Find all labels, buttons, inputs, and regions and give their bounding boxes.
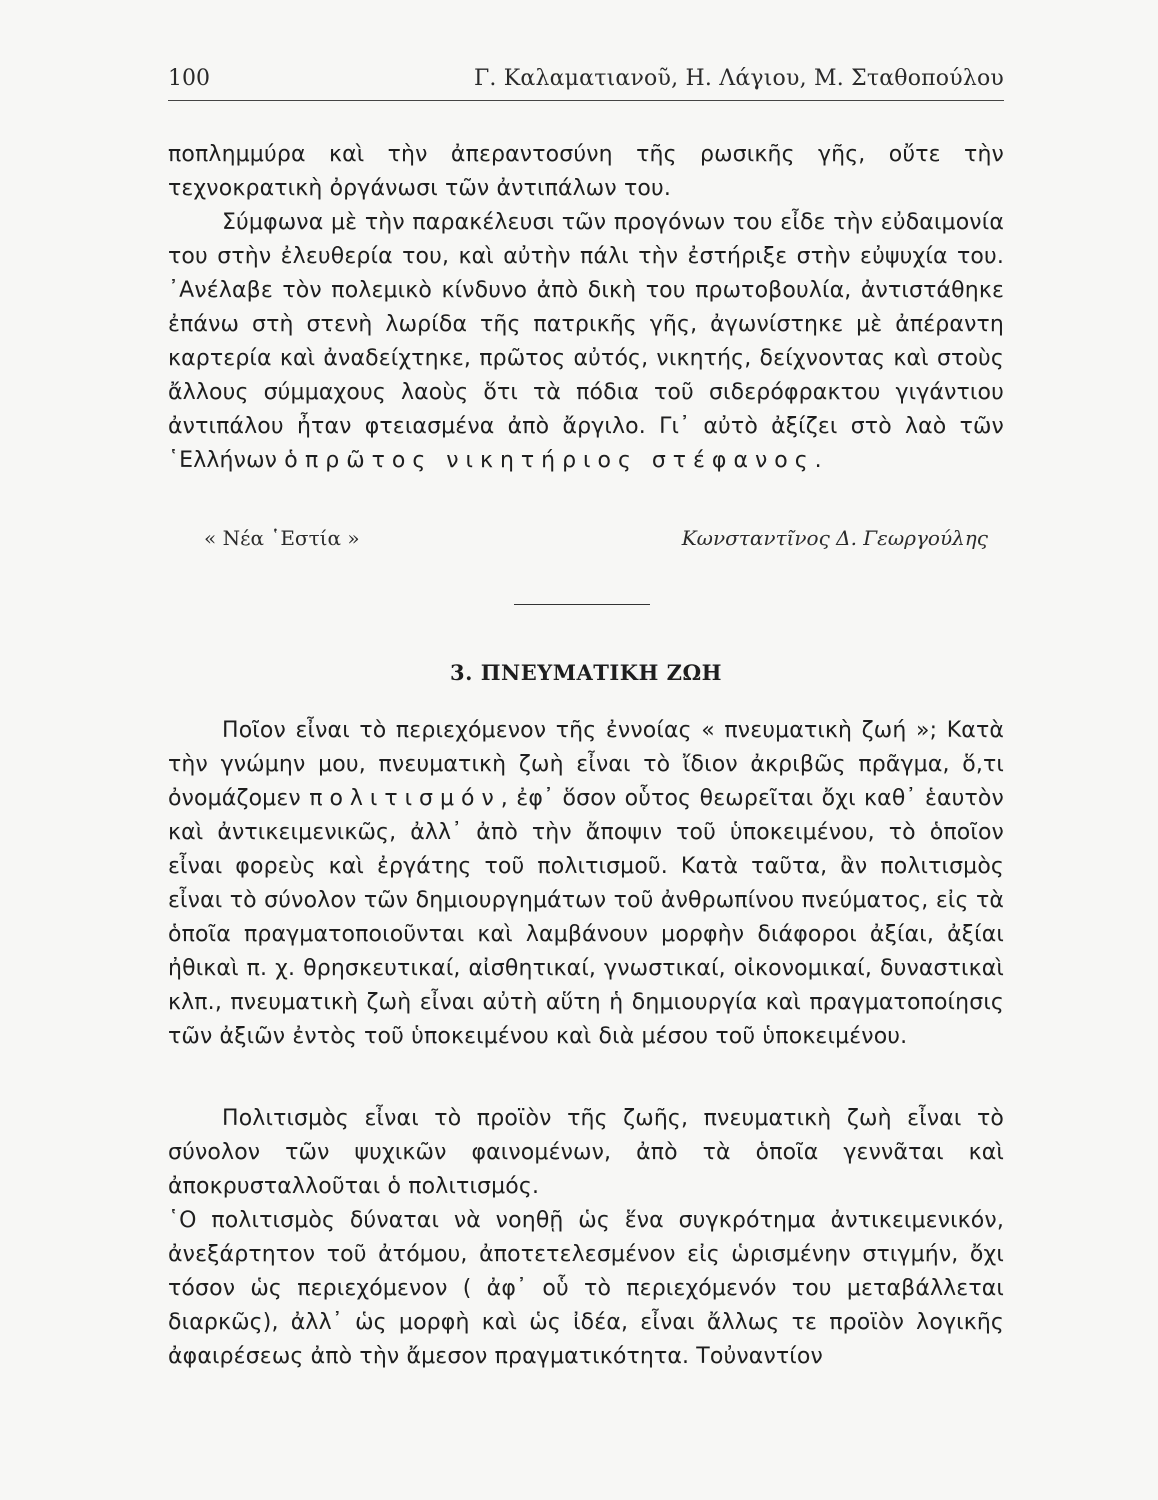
source-citation: « Νέα ῾Εστία » <box>204 526 360 550</box>
emphasis-spaced-text: πρῶτος νικητήριος στέφανος <box>305 448 815 473</box>
page-number: 100 <box>168 66 210 91</box>
section-paragraph-1: Ποῖον εἶναι τὸ περιεχόμενον τῆς ἐννοίας « πνευματικὴ ζωή »; Κατὰ τὴν γνώμην μου, πνευματικὴ ζωὴ εἶναι τὸ ἴδιον ἀκριβῶς πρᾶγμα, ὅ,τι ὀνομάζομεν πολιτισμόν, ἐφ᾿ ὅσον οὗτος θεωρεῖται ὄχι καθ᾿ ἑαυτὸν καὶ ἀντικειμενικῶς, ἀλλ᾿ ἀπὸ τὴν ἄποψιν τοῦ ὑποκειμένου, τὸ ὁποῖον εἶναι φορεὺς καὶ ἐργάτης τοῦ πολιτισμοῦ. Κατὰ ταῦτα, ἂν πολιτισμὸς εἶναι τὸ σύνολον τῶν δημιουργημάτων τοῦ ἀνθρωπίνου πνεύματος, εἰς τὰ ὁποῖα πραγματοποιοῦνται καὶ λαμβάνουν μορφὴν διάφοροι ἀξίαι, ἀξίαι ἠθικαὶ π. χ. θρησκευτικαί, αἰσθητικαί, γνωστικαί, οἰκονομικαί, δυναστικαὶ κλπ., πνευματικὴ ζωὴ εἶναι αὐτὴ αὕτη ἡ δημιουργία καὶ πραγματοποίησις τῶν ἀξιῶν ἐντὸς τοῦ ὑποκειμένου καὶ διὰ μέσου τοῦ ὑποκειμένου. <box>168 718 1004 1049</box>
header-rule <box>168 100 1004 101</box>
section-separator <box>514 604 650 605</box>
article-byline <box>168 526 1004 558</box>
section-paragraph-2: Πολιτισμὸς εἶναι τὸ προϊὸν τῆς ζωῆς, πνευματικὴ ζωὴ εἶναι τὸ σύνολον τῶν ψυχικῶν φαινομένων, ἀπὸ τὰ ὁποῖα γεννᾶται καὶ ἀποκρυσταλλοῦται ὁ πολιτισμός. <box>168 1106 1004 1199</box>
article-paragraph-1: ποπλημμύρα καὶ τὴν ἀπεραντοσύνη τῆς ρωσικῆς γῆς, οὔτε τὴν τεχνοκρατικὴ ὀργάνωσι τῶν ἀντιπάλων του. <box>168 142 1004 201</box>
article-paragraph-2: Σύμφωνα μὲ τὴν παρακέλευσι τῶν προγόνων του εἶδε τὴν εὐδαιμονία του στὴν ἐλευθερία του, καὶ αὐτὴν πάλι τὴν ἐστήριξε στὴν εὐψυχία του. ᾿Ανέλαβε τὸν πολεμικὸ κίνδυνο ἀπὸ δικὴ του πρωτοβουλία, ἀντιστάθηκε ἐπάνω στὴ στενὴ λωρίδα τῆς πατρικῆς γῆς, ἀγωνίστηκε μὲ ἀπέραντη καρτερία καὶ ἀναδείχτηκε, πρῶτος αὐτός, νικητής, δείχνοντας καὶ στοὺς ἄλλους σύμμαχους λαοὺς ὅτι τὰ πόδια τοῦ σιδερόφρακτου γιγάντιου ἀντιπάλου ἦταν φτειασμένα ἀπὸ ἄργιλο. Γι᾿ αὐτὸ ἀξίζει στὸ λαὸ τῶν ῾Ελλήνων ὁ πρῶτος νικητήριος στέφανος. <box>168 210 1004 473</box>
emphasis-spaced-text: πολιτισμόν <box>309 786 501 811</box>
running-header <box>168 66 1004 102</box>
running-title: Γ. Καλαματιανοῦ, Η. Λάγιου, Μ. Σταθοπούλου <box>473 66 1004 91</box>
author-name: Κωνσταντῖνος Δ. Γεωργούλης <box>681 526 988 550</box>
section-heading: 3. ΠΝΕΥΜΑΤΙΚΗ ΖΩΗ <box>449 660 722 685</box>
section-paragraph-3: ῾Ο πολιτισμὸς δύναται νὰ νοηθῇ ὡς ἕνα συγκρότημα ἀντικειμενικόν, ἀνεξάρτητον τοῦ ἀτόμου, ἀποτετελεσμένον εἰς ὡρισμένην στιγμήν, ὄχι τόσον ὡς περιεχόμενον ( ἀφ᾿ οὗ τὸ περιεχόμενόν του μεταβάλλεται διαρκῶς), ἀλλ᾿ ὡς μορφὴ καὶ ὡς ἰδέα, εἶναι ἄλλως τε προϊὸν λογικῆς ἀφαιρέσεως ἀπὸ τὴν ἄμεσον πραγματικότητα. Τοὐναντίον <box>168 1208 1004 1369</box>
